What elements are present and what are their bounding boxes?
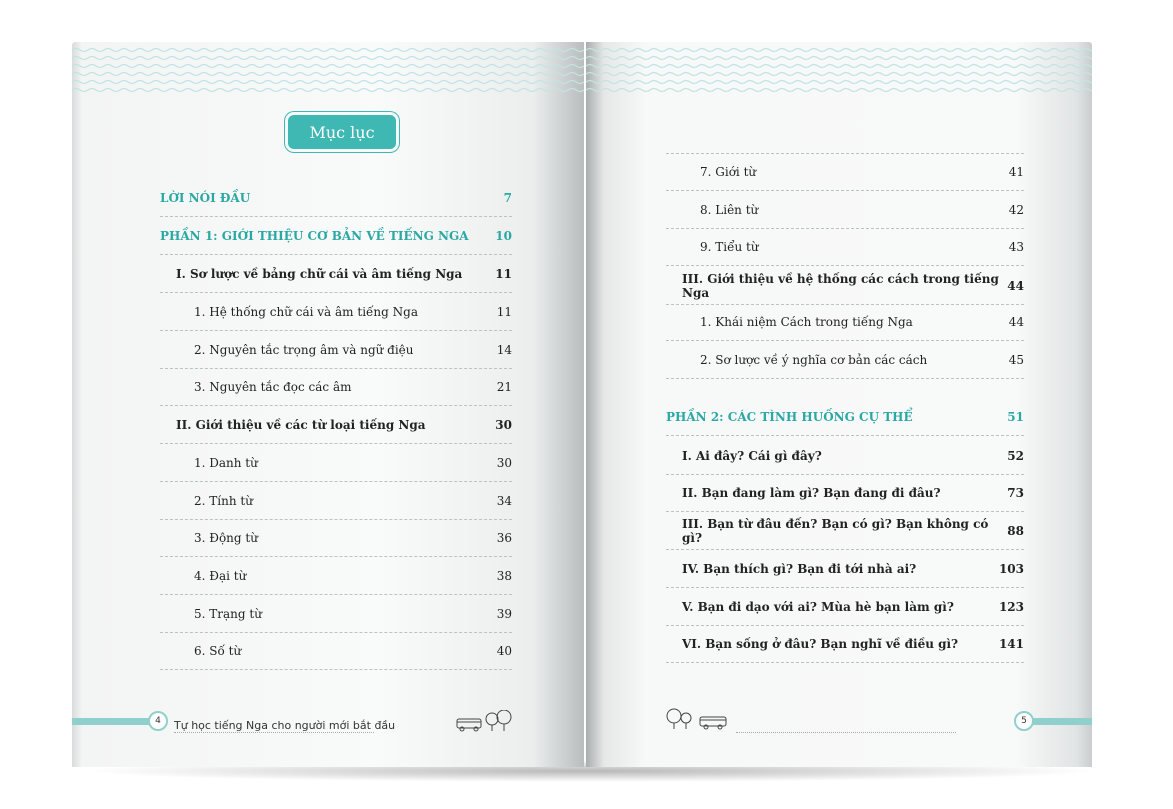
toc-entry: [160, 632, 512, 670]
toc-entry-title: 8. Liên từ: [700, 202, 759, 217]
toc-entry: [160, 519, 512, 557]
toc-entry: [160, 217, 512, 255]
toc-entry-title: 1. Danh từ: [194, 455, 258, 470]
toc-entry: [160, 557, 512, 595]
page-number-badge-left: 4: [148, 711, 168, 731]
toc-entry-title: II. Bạn đang làm gì? Bạn đang đi đâu?: [682, 485, 941, 500]
toc-entry-page: 38: [496, 568, 512, 583]
toc-entry-title: I. Sơ lược về bảng chữ cái và âm tiếng Nga: [176, 266, 463, 281]
toc-entry-title: 1. Khái niệm Cách trong tiếng Nga: [700, 314, 913, 329]
right-page: [586, 42, 1092, 767]
footer-bar-right: [1032, 718, 1092, 725]
toc-entry-page: 44: [1008, 314, 1024, 329]
toc-entry-page: 52: [1007, 448, 1024, 463]
toc-entry: [160, 255, 512, 293]
wave-line: [72, 65, 584, 68]
toc-entry-page: 44: [1007, 278, 1024, 293]
toc-entry: [666, 228, 1024, 266]
toc-entry-page: 103: [998, 561, 1024, 576]
toc-entry-page: 41: [1008, 165, 1024, 179]
toc-entry: [160, 406, 512, 444]
toc-entry-title: 4. Đại từ: [194, 568, 247, 583]
toc-entry: [666, 153, 1024, 191]
toc-entry: [160, 179, 512, 217]
toc-entry-page: 14: [496, 342, 512, 357]
toc-entry: [160, 482, 512, 520]
toc-entry-title: 2. Sơ lược về ý nghĩa cơ bản các cách: [700, 352, 928, 367]
toc-entry: [666, 437, 1024, 475]
toc-entry-page: 45: [1008, 352, 1024, 367]
wave-line: [586, 57, 1092, 60]
wave-line: [586, 73, 1092, 76]
wave-pattern-icon: [72, 42, 584, 100]
toc-entry-page: 42: [1008, 202, 1024, 217]
toc-entry-title: V. Bạn đi dạo với ai? Mùa hè bạn làm gì?: [682, 599, 954, 614]
footer-book-title: Tự học tiếng Nga cho người mới bắt đầu: [174, 719, 396, 732]
wave-line: [586, 89, 1092, 92]
toc-entry: [666, 588, 1024, 626]
toc-entry-title: III. Bạn từ đâu đến? Bạn có gì? Bạn không có gì?: [682, 516, 989, 545]
wave-line: [586, 65, 1092, 68]
toc-entry: [666, 398, 1024, 436]
toc-entry-page: 11: [495, 266, 512, 281]
toc-entry: [160, 368, 512, 406]
trees-and-van-icon: [664, 708, 730, 730]
toc-entry-page: 36: [496, 530, 512, 545]
wave-line: [586, 49, 1092, 52]
toc-entry: [160, 331, 512, 369]
toc-entry: [160, 595, 512, 633]
toc-entry-page: 43: [1008, 239, 1024, 254]
toc-entry: [666, 474, 1024, 512]
toc-entry-title: III. Giới thiệu về hệ thống các cách trong tiếng Nga: [682, 271, 999, 300]
footer-bar-left: [72, 718, 152, 725]
footer-divider-left: [174, 732, 374, 733]
toc-entry-page: 34: [496, 493, 512, 508]
toc-entry: [160, 293, 512, 331]
page-number-badge-right: 5: [1014, 711, 1034, 731]
van-and-trees-icon: [456, 710, 514, 732]
toc-entry-title: 2. Nguyên tắc trọng âm và ngữ điệu: [194, 342, 414, 357]
toc-entry-title: 9. Tiểu từ: [700, 239, 759, 254]
toc-entry: [666, 303, 1024, 341]
toc-entry: [666, 550, 1024, 588]
toc-entry-page: 73: [1007, 485, 1024, 500]
wave-line: [586, 81, 1092, 84]
toc-entry-page: 11: [496, 304, 512, 319]
wave-pattern-icon: [586, 42, 1092, 100]
toc-entry-page: 51: [1007, 409, 1024, 424]
toc-entry-title: 3. Động từ: [194, 530, 258, 545]
toc-entry-title: 3. Nguyên tắc đọc các âm: [194, 379, 352, 394]
toc-entry-title: PHẦN 2: CÁC TÌNH HUỐNG CỤ THỂ: [666, 409, 913, 424]
toc-entry-page: 123: [998, 599, 1024, 614]
toc-entry-title: VI. Bạn sống ở đâu? Bạn nghĩ về điều gì?: [682, 636, 959, 651]
footer-divider-right: [736, 732, 956, 733]
toc-entry-page: 30: [495, 417, 512, 432]
toc-title: Mục lục: [288, 115, 396, 149]
toc-entry-page: 40: [496, 643, 512, 658]
toc-entry-title: 2. Tính từ: [194, 493, 253, 508]
toc-entry-title: 7. Giới từ: [700, 165, 757, 179]
toc-entry: [666, 625, 1024, 663]
toc-entry-title: IV. Bạn thích gì? Bạn đi tới nhà ai?: [682, 561, 917, 576]
toc-entry-page: 7: [503, 190, 512, 205]
toc-entry-title: PHẦN 1: GIỚI THIỆU CƠ BẢN VỀ TIẾNG NGA: [160, 228, 469, 243]
toc-entry-page: 88: [1007, 523, 1024, 538]
toc-entry: [666, 341, 1024, 379]
toc-entry-title: 5. Trạng từ: [194, 606, 262, 621]
toc-entry-page: 21: [496, 379, 512, 394]
wave-line: [72, 57, 584, 60]
toc-entry-page: 141: [998, 636, 1024, 651]
wave-line: [72, 89, 584, 92]
toc-entry: [666, 267, 1024, 305]
wave-line: [72, 49, 584, 52]
left-page: [72, 42, 584, 767]
toc-entry-page: 30: [496, 455, 512, 470]
toc-entry-page: 39: [496, 606, 512, 621]
wave-line: [72, 81, 584, 84]
toc-entry-title: 1. Hệ thống chữ cái và âm tiếng Nga: [194, 304, 418, 319]
wave-line: [72, 73, 584, 76]
toc-entry-title: I. Ai đây? Cái gì đây?: [682, 448, 822, 463]
toc-entry-title: 6. Số từ: [194, 643, 242, 658]
toc-entry: [666, 512, 1024, 550]
toc-entry-page: 10: [495, 228, 512, 243]
toc-entry-title: II. Giới thiệu về các từ loại tiếng Nga: [176, 417, 426, 432]
toc-entry: [160, 444, 512, 482]
toc-entry: [666, 191, 1024, 229]
toc-entry-title: LỜI NÓI ĐẦU: [160, 190, 251, 205]
